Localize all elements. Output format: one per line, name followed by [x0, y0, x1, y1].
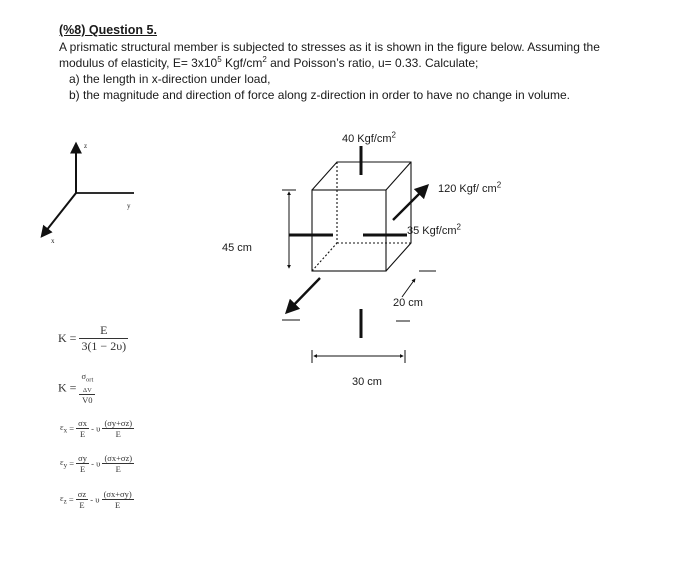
formula-strain-z: $\varepsilon_z$ = $\frac{\sigma z}{E}$ - υ $\frac{(\sigma x+\sigma y)}{E}$	[60, 489, 132, 510]
formula-bulk-modulus-2: K = $\sigma_{ort}$ ΔV V0	[58, 371, 94, 405]
axes-diagram	[42, 144, 134, 236]
formula-strain-x: $\varepsilon_x$ = $\frac{\sigma x}{E}$ - υ $\frac{(\sigma y+\sigma z)}{E}$	[60, 418, 133, 439]
stress-arrows	[287, 146, 427, 338]
dimension-lines	[282, 190, 436, 363]
dim-depth-label: 20 cm	[393, 297, 423, 309]
question-title: (%8) Question 5.	[59, 23, 157, 37]
stress-right-label: 120 Kgf/ $cm^2$	[438, 180, 502, 195]
question-line-1: A prismatic structural member is subjected to stresses as it is shown in the figure below. Assuming the	[59, 40, 600, 54]
dim-height-label: 45 cm	[222, 242, 252, 254]
stress-top-label: 40 Kgf/$cm^2$	[342, 130, 396, 145]
axis-z-label: z	[84, 142, 88, 150]
axis-x-line	[42, 193, 76, 236]
dim-depth-line	[402, 279, 415, 297]
question-item-a: a) the length in x-direction under load,	[69, 72, 271, 86]
axis-y-label: y	[127, 202, 131, 210]
prism-hidden-edge-d	[312, 243, 337, 271]
stress-front-label: 35 Kgf/$cm^2$	[407, 222, 461, 237]
formula-bulk-modulus-1: K = $\frac{E}{3(1 - 2\upsilon)}$	[58, 323, 127, 353]
question-line-2: modulus of elasticity, $E= 3x10^5$ Kgf/$cm^2$ and Poisson’s ratio, u= 0.33. Calculate;	[59, 55, 479, 70]
stress-y-arrow-right	[393, 186, 427, 220]
axis-x-label: x	[51, 237, 55, 245]
formula-strain-y: $\varepsilon_y$ = $\frac{\sigma y}{E}$ - υ $\frac{(\sigma x+\sigma z)}{E}$	[60, 453, 133, 474]
question-item-b: b) the magnitude and direction of force along z-direction in order to have no change in volume.	[69, 88, 570, 102]
dim-width-label: 30 cm	[352, 376, 382, 388]
stress-y-arrow-left	[287, 278, 320, 312]
